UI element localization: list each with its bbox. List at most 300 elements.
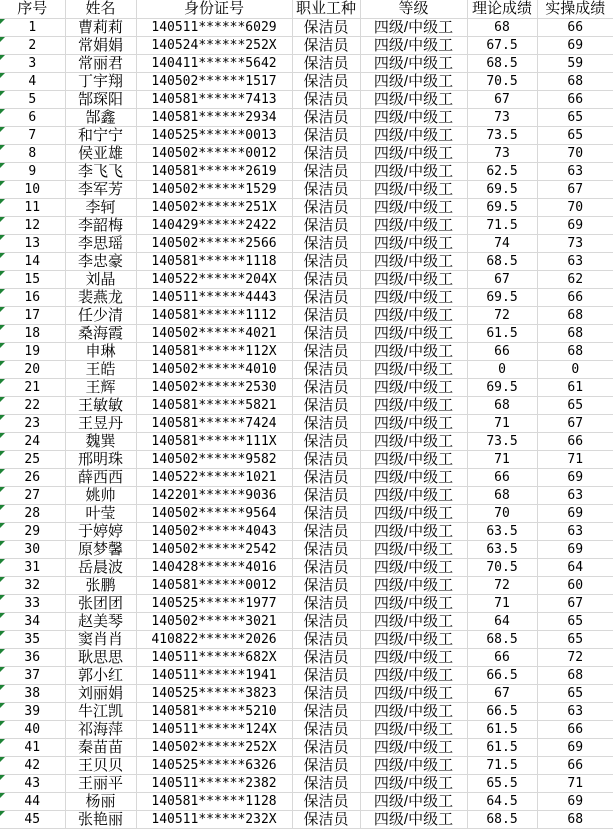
cell-level[interactable] <box>360 414 467 432</box>
cell-name[interactable] <box>65 666 136 684</box>
cell-id-number[interactable] <box>136 144 292 162</box>
cell-practical-score[interactable] <box>537 612 613 630</box>
cell-name[interactable] <box>65 396 136 414</box>
cell-name[interactable] <box>65 684 136 702</box>
cell-occupation[interactable] <box>292 594 360 612</box>
cell-occupation[interactable] <box>292 576 360 594</box>
cell-theory-score[interactable] <box>467 558 537 576</box>
cell-index[interactable] <box>0 720 65 738</box>
cell-id-number[interactable] <box>136 378 292 396</box>
cell-index[interactable] <box>0 108 65 126</box>
cell-index[interactable] <box>0 180 65 198</box>
cell-practical-score[interactable] <box>537 594 613 612</box>
cell-index[interactable] <box>0 504 65 522</box>
cell-occupation[interactable] <box>292 180 360 198</box>
cell-theory-score[interactable] <box>467 504 537 522</box>
cell-theory-score[interactable] <box>467 216 537 234</box>
cell-id-number[interactable] <box>136 162 292 180</box>
cell-index[interactable] <box>0 378 65 396</box>
cell-id-number[interactable] <box>136 90 292 108</box>
cell-id-number[interactable] <box>136 666 292 684</box>
cell-index[interactable] <box>0 234 65 252</box>
cell-occupation[interactable] <box>292 252 360 270</box>
cell-name[interactable] <box>65 216 136 234</box>
cell-practical-score[interactable] <box>537 252 613 270</box>
cell-level[interactable] <box>360 288 467 306</box>
cell-occupation[interactable] <box>292 54 360 72</box>
cell-theory-score[interactable] <box>467 234 537 252</box>
cell-name[interactable] <box>65 378 136 396</box>
cell-level[interactable] <box>360 738 467 756</box>
cell-practical-score[interactable] <box>537 486 613 504</box>
cell-index[interactable] <box>0 810 65 828</box>
cell-level[interactable] <box>360 342 467 360</box>
cell-practical-score[interactable] <box>537 414 613 432</box>
cell-theory-score[interactable] <box>467 36 537 54</box>
cell-theory-score[interactable] <box>467 594 537 612</box>
cell-theory-score[interactable] <box>467 252 537 270</box>
cell-occupation[interactable] <box>292 234 360 252</box>
cell-practical-score[interactable] <box>537 306 613 324</box>
cell-level[interactable] <box>360 774 467 792</box>
cell-occupation[interactable] <box>292 792 360 810</box>
cell-practical-score[interactable] <box>537 144 613 162</box>
cell-level[interactable] <box>360 612 467 630</box>
cell-index[interactable] <box>0 396 65 414</box>
cell-id-number[interactable] <box>136 414 292 432</box>
cell-theory-score[interactable] <box>467 396 537 414</box>
cell-name[interactable] <box>65 36 136 54</box>
cell-level[interactable] <box>360 450 467 468</box>
cell-practical-score[interactable] <box>537 378 613 396</box>
cell-practical-score[interactable] <box>537 468 613 486</box>
cell-theory-score[interactable] <box>467 810 537 828</box>
cell-practical-score[interactable] <box>537 810 613 828</box>
cell-index[interactable] <box>0 666 65 684</box>
column-header-id-number[interactable]: 身份证号 <box>136 0 292 18</box>
cell-name[interactable] <box>65 576 136 594</box>
cell-name[interactable] <box>65 306 136 324</box>
cell-level[interactable] <box>360 108 467 126</box>
cell-index[interactable] <box>0 450 65 468</box>
cell-theory-score[interactable] <box>467 144 537 162</box>
cell-id-number[interactable] <box>136 720 292 738</box>
cell-occupation[interactable] <box>292 198 360 216</box>
cell-practical-score[interactable] <box>537 36 613 54</box>
cell-occupation[interactable] <box>292 504 360 522</box>
cell-level[interactable] <box>360 486 467 504</box>
cell-level[interactable] <box>360 432 467 450</box>
cell-index[interactable] <box>0 432 65 450</box>
cell-id-number[interactable] <box>136 306 292 324</box>
cell-theory-score[interactable] <box>467 702 537 720</box>
cell-index[interactable] <box>0 324 65 342</box>
cell-index[interactable] <box>0 702 65 720</box>
cell-occupation[interactable] <box>292 522 360 540</box>
cell-practical-score[interactable] <box>537 630 613 648</box>
cell-practical-score[interactable] <box>537 396 613 414</box>
cell-practical-score[interactable] <box>537 450 613 468</box>
cell-theory-score[interactable] <box>467 756 537 774</box>
cell-practical-score[interactable] <box>537 216 613 234</box>
cell-index[interactable] <box>0 414 65 432</box>
cell-theory-score[interactable] <box>467 90 537 108</box>
cell-level[interactable] <box>360 126 467 144</box>
cell-index[interactable] <box>0 270 65 288</box>
cell-theory-score[interactable] <box>467 126 537 144</box>
cell-name[interactable] <box>65 72 136 90</box>
cell-practical-score[interactable] <box>537 666 613 684</box>
cell-occupation[interactable] <box>292 666 360 684</box>
cell-practical-score[interactable] <box>537 648 613 666</box>
cell-id-number[interactable] <box>136 36 292 54</box>
cell-index[interactable] <box>0 72 65 90</box>
cell-name[interactable] <box>65 774 136 792</box>
cell-id-number[interactable] <box>136 234 292 252</box>
cell-id-number[interactable] <box>136 774 292 792</box>
cell-id-number[interactable] <box>136 450 292 468</box>
cell-theory-score[interactable] <box>467 54 537 72</box>
cell-index[interactable] <box>0 90 65 108</box>
cell-practical-score[interactable] <box>537 162 613 180</box>
cell-index[interactable] <box>0 756 65 774</box>
cell-theory-score[interactable] <box>467 288 537 306</box>
cell-occupation[interactable] <box>292 738 360 756</box>
cell-level[interactable] <box>360 234 467 252</box>
cell-index[interactable] <box>0 630 65 648</box>
cell-id-number[interactable] <box>136 540 292 558</box>
cell-practical-score[interactable] <box>537 432 613 450</box>
cell-index[interactable] <box>0 468 65 486</box>
cell-level[interactable] <box>360 72 467 90</box>
cell-name[interactable] <box>65 234 136 252</box>
cell-level[interactable] <box>360 630 467 648</box>
cell-occupation[interactable] <box>292 288 360 306</box>
cell-occupation[interactable] <box>292 162 360 180</box>
cell-index[interactable] <box>0 594 65 612</box>
cell-occupation[interactable] <box>292 702 360 720</box>
cell-id-number[interactable] <box>136 612 292 630</box>
cell-practical-score[interactable] <box>537 126 613 144</box>
cell-occupation[interactable] <box>292 558 360 576</box>
cell-level[interactable] <box>360 594 467 612</box>
cell-index[interactable] <box>0 288 65 306</box>
column-header-index[interactable]: 序号 <box>0 0 65 18</box>
cell-index[interactable] <box>0 360 65 378</box>
cell-level[interactable] <box>360 720 467 738</box>
cell-level[interactable] <box>360 540 467 558</box>
cell-occupation[interactable] <box>292 810 360 828</box>
cell-occupation[interactable] <box>292 360 360 378</box>
cell-practical-score[interactable] <box>537 90 613 108</box>
cell-occupation[interactable] <box>292 468 360 486</box>
cell-theory-score[interactable] <box>467 774 537 792</box>
cell-occupation[interactable] <box>292 90 360 108</box>
cell-level[interactable] <box>360 18 467 36</box>
cell-theory-score[interactable] <box>467 360 537 378</box>
cell-name[interactable] <box>65 702 136 720</box>
cell-level[interactable] <box>360 54 467 72</box>
cell-name[interactable] <box>65 18 136 36</box>
cell-name[interactable] <box>65 594 136 612</box>
cell-practical-score[interactable] <box>537 18 613 36</box>
cell-name[interactable] <box>65 54 136 72</box>
cell-practical-score[interactable] <box>537 540 613 558</box>
cell-theory-score[interactable] <box>467 648 537 666</box>
cell-name[interactable] <box>65 558 136 576</box>
cell-index[interactable] <box>0 486 65 504</box>
cell-level[interactable] <box>360 198 467 216</box>
cell-name[interactable] <box>65 144 136 162</box>
cell-index[interactable] <box>0 738 65 756</box>
cell-theory-score[interactable] <box>467 270 537 288</box>
cell-practical-score[interactable] <box>537 738 613 756</box>
cell-id-number[interactable] <box>136 792 292 810</box>
cell-theory-score[interactable] <box>467 72 537 90</box>
cell-occupation[interactable] <box>292 18 360 36</box>
cell-level[interactable] <box>360 306 467 324</box>
cell-id-number[interactable] <box>136 198 292 216</box>
cell-occupation[interactable] <box>292 432 360 450</box>
cell-name[interactable] <box>65 198 136 216</box>
cell-level[interactable] <box>360 648 467 666</box>
cell-id-number[interactable] <box>136 270 292 288</box>
cell-id-number[interactable] <box>136 360 292 378</box>
cell-name[interactable] <box>65 504 136 522</box>
cell-level[interactable] <box>360 558 467 576</box>
cell-name[interactable] <box>65 720 136 738</box>
cell-practical-score[interactable] <box>537 792 613 810</box>
cell-index[interactable] <box>0 126 65 144</box>
cell-name[interactable] <box>65 90 136 108</box>
cell-name[interactable] <box>65 360 136 378</box>
cell-id-number[interactable] <box>136 324 292 342</box>
cell-theory-score[interactable] <box>467 666 537 684</box>
cell-theory-score[interactable] <box>467 612 537 630</box>
cell-id-number[interactable] <box>136 396 292 414</box>
cell-occupation[interactable] <box>292 270 360 288</box>
cell-practical-score[interactable] <box>537 72 613 90</box>
cell-theory-score[interactable] <box>467 576 537 594</box>
cell-occupation[interactable] <box>292 126 360 144</box>
cell-practical-score[interactable] <box>537 684 613 702</box>
cell-index[interactable] <box>0 144 65 162</box>
cell-name[interactable] <box>65 738 136 756</box>
cell-occupation[interactable] <box>292 342 360 360</box>
cell-occupation[interactable] <box>292 324 360 342</box>
cell-id-number[interactable] <box>136 468 292 486</box>
cell-id-number[interactable] <box>136 432 292 450</box>
cell-practical-score[interactable] <box>537 54 613 72</box>
cell-practical-score[interactable] <box>537 270 613 288</box>
cell-index[interactable] <box>0 342 65 360</box>
cell-id-number[interactable] <box>136 288 292 306</box>
cell-occupation[interactable] <box>292 306 360 324</box>
cell-id-number[interactable] <box>136 756 292 774</box>
cell-occupation[interactable] <box>292 684 360 702</box>
cell-occupation[interactable] <box>292 720 360 738</box>
cell-id-number[interactable] <box>136 486 292 504</box>
cell-index[interactable] <box>0 54 65 72</box>
cell-id-number[interactable] <box>136 342 292 360</box>
cell-practical-score[interactable] <box>537 288 613 306</box>
cell-theory-score[interactable] <box>467 450 537 468</box>
cell-theory-score[interactable] <box>467 486 537 504</box>
cell-occupation[interactable] <box>292 378 360 396</box>
cell-index[interactable] <box>0 792 65 810</box>
cell-id-number[interactable] <box>136 522 292 540</box>
cell-name[interactable] <box>65 648 136 666</box>
cell-theory-score[interactable] <box>467 198 537 216</box>
cell-index[interactable] <box>0 558 65 576</box>
cell-id-number[interactable] <box>136 18 292 36</box>
cell-practical-score[interactable] <box>537 108 613 126</box>
cell-level[interactable] <box>360 666 467 684</box>
cell-occupation[interactable] <box>292 108 360 126</box>
cell-level[interactable] <box>360 36 467 54</box>
cell-name[interactable] <box>65 486 136 504</box>
cell-occupation[interactable] <box>292 774 360 792</box>
cell-practical-score[interactable] <box>537 576 613 594</box>
cell-id-number[interactable] <box>136 738 292 756</box>
cell-name[interactable] <box>65 450 136 468</box>
cell-level[interactable] <box>360 360 467 378</box>
cell-theory-score[interactable] <box>467 468 537 486</box>
cell-occupation[interactable] <box>292 72 360 90</box>
cell-practical-score[interactable] <box>537 360 613 378</box>
cell-level[interactable] <box>360 792 467 810</box>
cell-id-number[interactable] <box>136 576 292 594</box>
cell-name[interactable] <box>65 342 136 360</box>
cell-practical-score[interactable] <box>537 180 613 198</box>
cell-index[interactable] <box>0 252 65 270</box>
cell-level[interactable] <box>360 756 467 774</box>
cell-name[interactable] <box>65 180 136 198</box>
cell-name[interactable] <box>65 162 136 180</box>
cell-id-number[interactable] <box>136 558 292 576</box>
cell-id-number[interactable] <box>136 702 292 720</box>
cell-practical-score[interactable] <box>537 504 613 522</box>
cell-level[interactable] <box>360 180 467 198</box>
cell-theory-score[interactable] <box>467 738 537 756</box>
cell-practical-score[interactable] <box>537 198 613 216</box>
cell-theory-score[interactable] <box>467 792 537 810</box>
cell-level[interactable] <box>360 144 467 162</box>
cell-id-number[interactable] <box>136 810 292 828</box>
column-header-occupation[interactable]: 职业工种 <box>292 0 360 18</box>
column-header-theory-score[interactable]: 理论成绩 <box>467 0 537 18</box>
cell-index[interactable] <box>0 684 65 702</box>
cell-theory-score[interactable] <box>467 342 537 360</box>
cell-name[interactable] <box>65 252 136 270</box>
cell-id-number[interactable] <box>136 216 292 234</box>
cell-theory-score[interactable] <box>467 18 537 36</box>
cell-practical-score[interactable] <box>537 522 613 540</box>
cell-index[interactable] <box>0 18 65 36</box>
cell-occupation[interactable] <box>292 36 360 54</box>
cell-id-number[interactable] <box>136 54 292 72</box>
cell-theory-score[interactable] <box>467 162 537 180</box>
cell-theory-score[interactable] <box>467 540 537 558</box>
cell-theory-score[interactable] <box>467 630 537 648</box>
cell-level[interactable] <box>360 324 467 342</box>
cell-index[interactable] <box>0 540 65 558</box>
cell-name[interactable] <box>65 432 136 450</box>
cell-index[interactable] <box>0 36 65 54</box>
cell-level[interactable] <box>360 270 467 288</box>
cell-id-number[interactable] <box>136 504 292 522</box>
cell-occupation[interactable] <box>292 396 360 414</box>
cell-index[interactable] <box>0 162 65 180</box>
cell-practical-score[interactable] <box>537 324 613 342</box>
cell-occupation[interactable] <box>292 612 360 630</box>
cell-practical-score[interactable] <box>537 342 613 360</box>
cell-name[interactable] <box>65 108 136 126</box>
cell-level[interactable] <box>360 522 467 540</box>
cell-name[interactable] <box>65 324 136 342</box>
column-header-name[interactable]: 姓名 <box>65 0 136 18</box>
cell-level[interactable] <box>360 504 467 522</box>
cell-level[interactable] <box>360 162 467 180</box>
cell-practical-score[interactable] <box>537 720 613 738</box>
cell-occupation[interactable] <box>292 216 360 234</box>
cell-level[interactable] <box>360 396 467 414</box>
cell-name[interactable] <box>65 540 136 558</box>
cell-index[interactable] <box>0 612 65 630</box>
cell-theory-score[interactable] <box>467 414 537 432</box>
cell-id-number[interactable] <box>136 126 292 144</box>
cell-index[interactable] <box>0 216 65 234</box>
cell-theory-score[interactable] <box>467 108 537 126</box>
cell-theory-score[interactable] <box>467 378 537 396</box>
cell-practical-score[interactable] <box>537 756 613 774</box>
cell-id-number[interactable] <box>136 684 292 702</box>
cell-id-number[interactable] <box>136 648 292 666</box>
cell-id-number[interactable] <box>136 252 292 270</box>
cell-level[interactable] <box>360 252 467 270</box>
cell-theory-score[interactable] <box>467 522 537 540</box>
cell-index[interactable] <box>0 774 65 792</box>
cell-theory-score[interactable] <box>467 432 537 450</box>
cell-theory-score[interactable] <box>467 324 537 342</box>
cell-id-number[interactable] <box>136 108 292 126</box>
cell-name[interactable] <box>65 270 136 288</box>
cell-index[interactable] <box>0 576 65 594</box>
cell-occupation[interactable] <box>292 486 360 504</box>
column-header-practical-score[interactable]: 实操成绩 <box>537 0 613 18</box>
cell-level[interactable] <box>360 90 467 108</box>
cell-occupation[interactable] <box>292 414 360 432</box>
cell-name[interactable] <box>65 810 136 828</box>
cell-name[interactable] <box>65 792 136 810</box>
cell-practical-score[interactable] <box>537 234 613 252</box>
cell-occupation[interactable] <box>292 144 360 162</box>
cell-level[interactable] <box>360 378 467 396</box>
cell-id-number[interactable] <box>136 594 292 612</box>
cell-level[interactable] <box>360 702 467 720</box>
cell-index[interactable] <box>0 522 65 540</box>
cell-level[interactable] <box>360 684 467 702</box>
cell-index[interactable] <box>0 648 65 666</box>
cell-id-number[interactable] <box>136 72 292 90</box>
cell-practical-score[interactable] <box>537 774 613 792</box>
cell-theory-score[interactable] <box>467 684 537 702</box>
cell-name[interactable] <box>65 630 136 648</box>
cell-practical-score[interactable] <box>537 702 613 720</box>
cell-index[interactable] <box>0 306 65 324</box>
cell-occupation[interactable] <box>292 630 360 648</box>
cell-level[interactable] <box>360 216 467 234</box>
